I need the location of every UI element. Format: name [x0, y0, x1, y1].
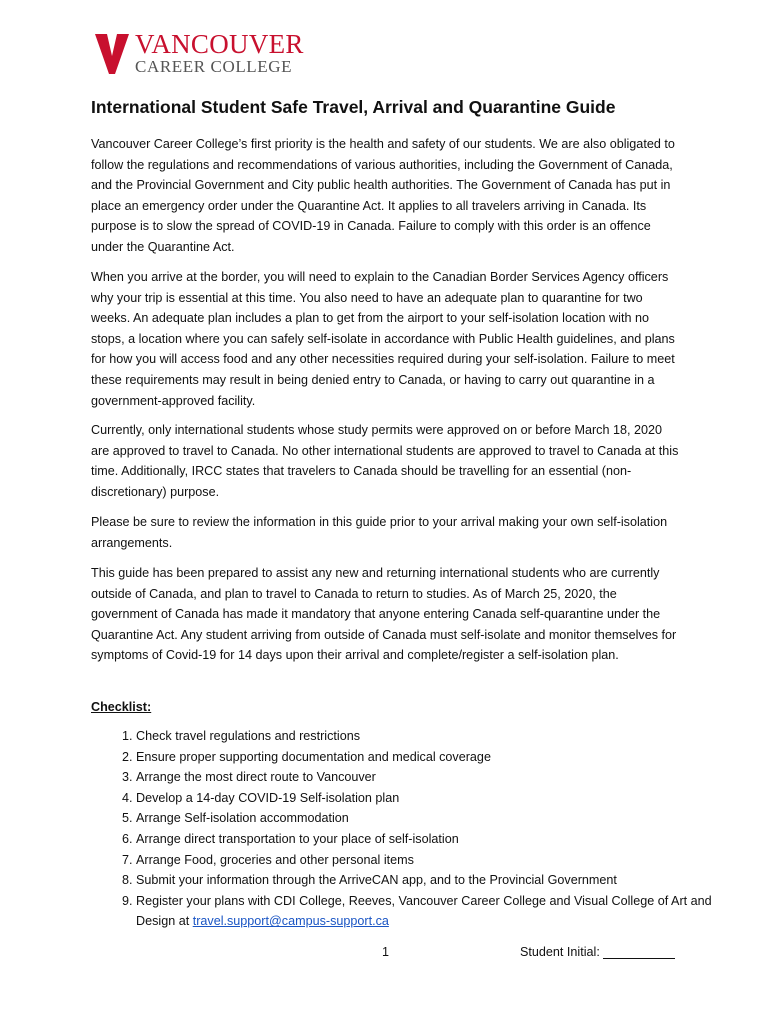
checklist-item: 8. Submit your information through the ArriveCAN app, and to the Provincial Government: [136, 870, 736, 891]
college-logo: [95, 28, 335, 78]
document-title: International Student Safe Travel, Arrival and Quarantine Guide: [91, 97, 616, 117]
checklist-item: 6. Arrange direct transportation to your place of self-isolation: [136, 829, 736, 850]
student-initial-blank[interactable]: [603, 945, 675, 959]
checklist-heading: Checklist:: [91, 700, 152, 714]
logo-text-vancouver: VANCOUVER: [135, 29, 304, 59]
checklist-item: 5. Arrange Self-isolation accommodation: [136, 808, 736, 829]
checklist-item: 4. Develop a 14-day COVID-19 Self-isolation plan: [136, 788, 736, 809]
paragraph-review: Please be sure to review the information in this guide prior to your arrival making your own self-isolation arrangements.: [91, 515, 668, 550]
student-initial-label: Student Initial:: [520, 945, 600, 959]
logo-v-mark-icon: [95, 34, 129, 74]
checklist-item: 3. Arrange the most direct route to Vancouver: [136, 767, 736, 788]
student-initial-field: [520, 945, 675, 959]
checklist: [91, 726, 736, 932]
support-email-link[interactable]: travel.support@campus-support.ca: [192, 914, 389, 929]
logo-text-career-college: CAREER COLLEGE: [135, 57, 293, 76]
checklist-item: 9. Register your plans with CDI College, Reeves, Vancouver Career College and Visual College of Art and Design at travel.support@campus-support.ca: [136, 891, 736, 932]
paragraph-border: When you arrive at the border, you will need to explain to the Canadian Border Services Agency officers why your trip is essential at this time. You also need to have an adequate plan to quarantine for two weeks. An adequate plan includes a plan to get from the airport to your self-isolation location with no stops, a location where you can safely self-isolate in accordance with Public Health guidelines, and plans for how you will access food and any other necessities required during your self-isolation. Failure to meet these requirements may result in being denied entry to Canada, or having to carry out quarantine in a government-approved facility.: [91, 270, 675, 408]
paragraph-eligibility: Currently, only international students whose study permits were approved on or before March 18, 2020 are approved to travel to Canada. No other international students are approved to travel to Canada at this time. Additionally, IRCC states that travelers to Canada should be travelling for an essential (non- discretionary) purpose.: [91, 423, 679, 499]
checklist-item: 2. Ensure proper supporting documentation and medical coverage: [136, 747, 736, 768]
paragraph-guide-purpose: This guide has been prepared to assist any new and returning international students who are currently outside of Canada, and plan to travel to Canada to return to studies. As of March 25, 2020, the government of Canada has made it mandatory that anyone entering Canada self-quarantine under the Quarantine Act. Any student arriving from outside of Canada must self-isolate and monitor themselves for symptoms of Covid-19 for 14 days upon their arrival and complete/register a self-isolation plan.: [91, 566, 677, 663]
page-number: 1: [382, 945, 390, 959]
checklist-item: 7. Arrange Food, groceries and other personal items: [136, 850, 736, 871]
checklist-item: 1. Check travel regulations and restrictions: [136, 726, 736, 747]
paragraph-intro: Vancouver Career College’s first priority is the health and safety of our students. We are also obligated to follow the regulations and recommendations of various authorities, including the Government of Canada, and the Provincial Government and City public health authorities. The Government of Canada has put in place an emergency order under the Quarantine Act. It applies to all travelers arriving in Canada. Its purpose is to slow the spread of COVID-19 in Canada. Failure to comply with this order is an offence under the Quarantine Act.: [91, 137, 675, 254]
